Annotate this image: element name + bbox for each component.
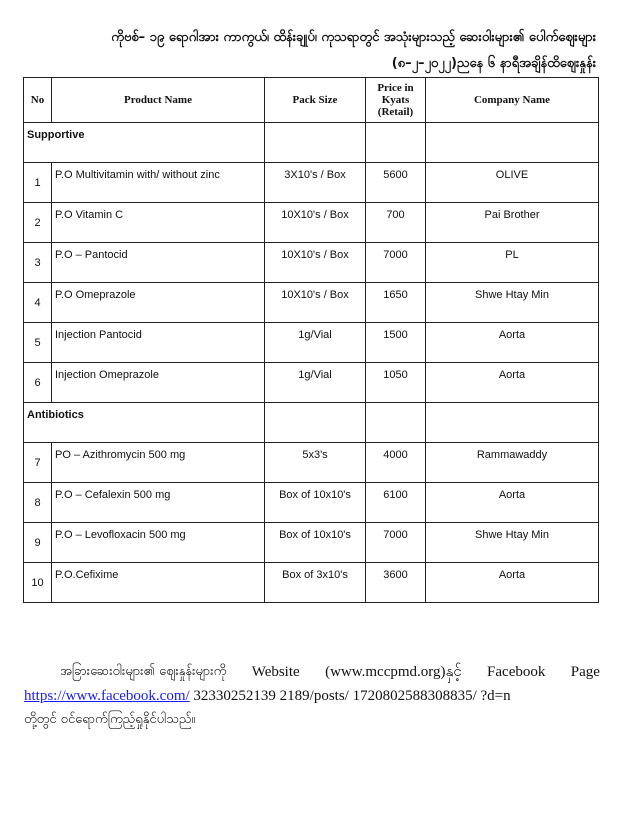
price: 1050 (366, 363, 426, 403)
pack-size: Box of 10x10's (265, 483, 366, 523)
table-cell (426, 123, 599, 163)
table-cell (426, 403, 599, 443)
product-name: PO – Azithromycin 500 mg (52, 443, 265, 483)
company-name: Shwe Htay Min (426, 283, 599, 323)
document-subtitle-date: (၈–၂–၂၀၂၂)ညနေ ၆ နာရီအချိန်ထိဈေးနှုန်း (391, 56, 596, 71)
table-cell (265, 403, 366, 443)
table-row (24, 283, 599, 323)
product-name: P.O Vitamin C (52, 203, 265, 243)
header-company-name: Company Name (426, 78, 599, 123)
pack-size: 1g/Vial (265, 323, 366, 363)
price: 1650 (366, 283, 426, 323)
section-row (24, 403, 599, 443)
pack-size: 10X10's / Box (265, 243, 366, 283)
company-name: Aorta (426, 483, 599, 523)
page-label: Page (570, 664, 600, 680)
row-number: 4 (24, 283, 52, 323)
pack-size: 3X10's / Box (265, 163, 366, 203)
company-name: Aorta (426, 563, 599, 603)
price: 5600 (366, 163, 426, 203)
row-number: 2 (24, 203, 52, 243)
company-name: Rammawaddy (426, 443, 599, 483)
product-name: P.O – Cefalexin 500 mg (52, 483, 265, 523)
table-row (24, 483, 599, 523)
pack-size: 10X10's / Box (265, 283, 366, 323)
row-number: 5 (24, 323, 52, 363)
section-row (24, 123, 599, 163)
document-title: ကိုဗစ်– ၁၉ ရောဂါအား ကာကွယ်၊ ထိန်းချုပ်၊ ကုသရာတွင် အသုံးများသည့် ဆေးဝါးများ၏ ပေါက်ဈေးများ (111, 30, 596, 45)
pack-size: Box of 3x10's (265, 563, 366, 603)
pack-size: Box of 10x10's (265, 523, 366, 563)
document-header (24, 28, 596, 74)
header-price (366, 78, 426, 123)
price: 7000 (366, 523, 426, 563)
table-row (24, 323, 599, 363)
website-url[interactable]: (www.mccpmd.org)နှင့် (325, 664, 462, 680)
row-number: 6 (24, 363, 52, 403)
table-row (24, 443, 599, 483)
company-name: OLIVE (426, 163, 599, 203)
row-number: 9 (24, 523, 52, 563)
footer-line-2 (24, 684, 600, 708)
product-name: Injection Pantocid (52, 323, 265, 363)
section-title: Supportive (24, 123, 265, 163)
row-number: 1 (24, 163, 52, 203)
company-name: Aorta (426, 363, 599, 403)
table-row (24, 243, 599, 283)
table-cell (366, 403, 426, 443)
header-price-line3: (Retail) (377, 106, 414, 118)
product-name: P.O – Pantocid (52, 243, 265, 283)
row-number: 3 (24, 243, 52, 283)
row-number: 8 (24, 483, 52, 523)
table-row (24, 203, 599, 243)
product-name: P.O Multivitamin with/ without zinc (52, 163, 265, 203)
header-pack-size: Pack Size (265, 78, 366, 123)
header-price-line1: Price in (377, 82, 414, 94)
pack-size: 5x3's (265, 443, 366, 483)
table-cell (265, 123, 366, 163)
pack-size: 10X10's / Box (265, 203, 366, 243)
row-number: 7 (24, 443, 52, 483)
table-row (24, 163, 599, 203)
price: 1500 (366, 323, 426, 363)
product-name: Injection Omeprazole (52, 363, 265, 403)
footer-myanmar-text: အခြားဆေးဝါးများ၏ ဈေးနှုန်းများကို (60, 664, 227, 679)
table-row (24, 523, 599, 563)
company-name: Pai Brother (426, 203, 599, 243)
price: 3600 (366, 563, 426, 603)
footer-note (24, 660, 600, 732)
footer-line-3: တို့တွင် ဝင်ရောက်ကြည့်ရှုနိုင်ပါသည်။ (24, 712, 196, 727)
footer-line-1 (24, 660, 600, 684)
table-header-row (24, 78, 599, 123)
price: 4000 (366, 443, 426, 483)
price: 7000 (366, 243, 426, 283)
product-name: P.O Omeprazole (52, 283, 265, 323)
facebook-post-path: 32330252139 2189/posts/ 1720802588308835/ ?d=n (193, 688, 511, 704)
company-name: PL (426, 243, 599, 283)
table-cell (366, 123, 426, 163)
pack-size: 1g/Vial (265, 363, 366, 403)
header-price-line2: Kyats (381, 94, 410, 106)
company-name: Aorta (426, 323, 599, 363)
price: 700 (366, 203, 426, 243)
website-label: Website (251, 664, 300, 680)
table-row (24, 363, 599, 403)
price-table (23, 77, 599, 603)
price: 6100 (366, 483, 426, 523)
company-name: Shwe Htay Min (426, 523, 599, 563)
row-number: 10 (24, 563, 52, 603)
table-row (24, 563, 599, 603)
facebook-link[interactable]: https://www.facebook.com/ (24, 688, 190, 704)
header-product-name: Product Name (52, 78, 265, 123)
product-name: P.O – Levofloxacin 500 mg (52, 523, 265, 563)
section-title: Antibiotics (24, 403, 265, 443)
facebook-label: Facebook (487, 664, 546, 680)
header-no: No (24, 78, 52, 123)
product-name: P.O.Cefixime (52, 563, 265, 603)
